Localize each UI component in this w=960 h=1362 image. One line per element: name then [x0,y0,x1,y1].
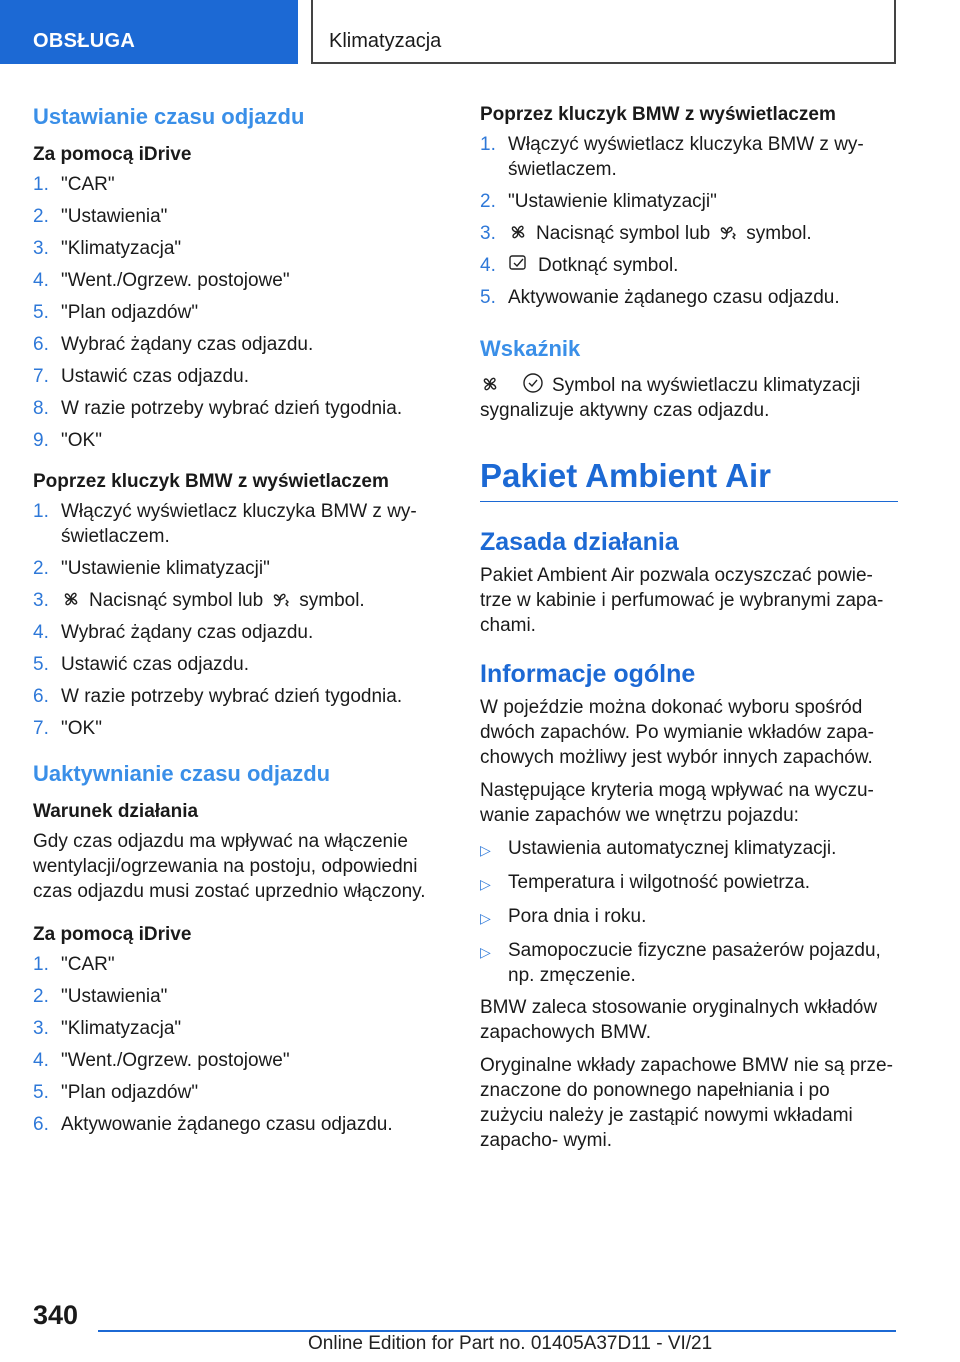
general-info-p2: Następujące kryteria mogą wpływać na wyczu- wanie zapachów we wnętrzu pojazdu: [480,780,874,826]
list-item: 5. "Plan odjazdów" [33,1082,199,1103]
triangle-bullet-icon: ▷ [480,842,491,858]
list-item: 3. "Klimatyzacja" [33,238,182,259]
heading-ambient-air: Pakiet Ambient Air [480,457,898,502]
criteria-list [480,836,898,988]
list-item: 1. Włączyć wyświetlacz kluczyka BMW z wy- świetlaczem. [480,134,864,180]
right-column [480,104,898,1161]
left-column [33,100,451,1144]
heading-activate: Uaktywnianie czasu odjazdu [33,761,331,786]
heading-indicator: Wskaźnik [480,336,581,361]
list-item: 2. "Ustawienia" [33,206,168,227]
list-item: 7. "OK" [33,718,102,739]
list-item: 4. Wybrać żądany czas odjazdu. [33,622,314,643]
list-item: 5. Ustawić czas odjazdu. [33,654,249,675]
triangle-bullet-icon: ▷ [480,944,491,960]
heading-departure-time: Ustawianie czasu odjazdu [33,104,305,129]
list-item: 6. Wybrać żądany czas odjazdu. [33,334,314,355]
fan-icon [480,374,500,394]
section-tab: OBSŁUGA [0,0,298,64]
triangle-bullet-icon: ▷ [480,910,491,926]
list-item: 2. "Ustawienie klimatyzacji" [480,191,717,212]
recommendation-text: BMW zaleca stosowanie oryginalnych wkładów zapachowych BMW. [480,997,878,1043]
chapter-title: Klimatyzacja [311,0,896,64]
heading-general-info: Informacje ogólne [480,660,696,688]
list-item: 3. "Klimatyzacja" [33,1018,182,1039]
list-item: 4. "Went./Ogrzew. postojowe" [33,270,290,291]
subheading-condition: Warunek działania [33,801,199,822]
list-item: 9. "OK" [33,430,102,451]
list-item: 4. "Went./Ogrzew. postojowe" [33,1050,290,1071]
list-item: 6. W razie potrzeby wybrać dzień tygodnia. [33,686,403,707]
touch-checkbox-icon [508,254,530,274]
list-item: 3. Nacisnąć symbol lub symbol. [480,223,812,244]
subheading-key: Poprzez kluczyk BMW z wyświetlaczem [33,471,389,492]
triangle-bullet-icon: ▷ [480,876,491,892]
list-item: 1. "CAR" [33,174,115,195]
steps-activate [33,952,451,1137]
steps-key-rest [33,620,451,741]
steps-idrive [33,172,451,453]
list-item: 1. "CAR" [33,954,115,975]
clock-check-icon [522,372,544,394]
indicator-text: Symbol na wyświetlaczu klimatyzacji sygnalizuje aktywny czas odjazdu. [480,372,898,423]
list-item: ▷ Ustawienia automatycznej klimatyzacji. [480,836,898,863]
subheading-idrive: Za pomocą iDrive [33,144,192,165]
footer-divider [98,1330,896,1332]
condition-text: Gdy czas odjazdu ma wpływać na włączenie wentylacji/ogrzewania na postoju, odpowiedni czas odjazdu musi zostać uprzednio włączony. [33,831,426,902]
heading-principle: Zasada działania [480,528,679,556]
refill-note: Oryginalne wkłady zapachowe BMW nie są prze- znaczone do ponownego napełniania i po zużyciu należy je zastąpić nowymi wkładami zapacho- wymi. [480,1055,893,1151]
list-item: 4. Dotknąć symbol. [480,255,679,276]
list-item: ▷ Samopoczucie fizyczne pasażerów pojazdu, np. zmęczenie. [480,940,881,986]
list-item: 7. Ustawić czas odjazdu. [33,366,249,387]
fan-heat-icon [718,222,738,242]
page-number: 340 [33,1300,79,1330]
fan-icon [61,589,81,609]
list-item: 6. Aktywowanie żądanego czasu odjazdu. [33,1114,393,1135]
list-item: ▷ Temperatura i wilgotność powietrza. [480,870,898,897]
principle-text: Pakiet Ambient Air pozwala oczyszczać powie- trze w kabinie i perfumować je wybranymi zapa- chami. [480,565,884,636]
list-item: 5. "Plan odjazdów" [33,302,199,323]
subheading-key-right: Poprzez kluczyk BMW z wyświetlaczem [480,104,836,125]
footer-edition: Online Edition for Part no. 01405A37D11 - VI/21 [308,1333,713,1354]
list-item: 8. W razie potrzeby wybrać dzień tygodnia. [33,398,403,419]
list-item: 2. "Ustawienia" [33,986,168,1007]
list-item: ▷ Pora dnia i roku. [480,904,898,931]
list-item: 5. Aktywowanie żądanego czasu odjazdu. [480,287,840,308]
subheading-idrive-2: Za pomocą iDrive [33,924,192,945]
general-info-p1: W pojeździe można dokonać wyboru spośród dwóch zapachów. Po wymianie wkładów zapa- chowych możliwy jest wybór innych zapachów. [480,697,874,768]
list-item: 3. Nacisnąć symbol lub symbol. [33,590,365,611]
list-item: 2. "Ustawienie klimatyzacji" [33,558,270,579]
fan-icon [508,222,528,242]
fan-heat-icon [271,589,291,609]
list-item: 1. Włączyć wyświetlacz kluczyka BMW z wy- świetlaczem. [33,501,417,547]
